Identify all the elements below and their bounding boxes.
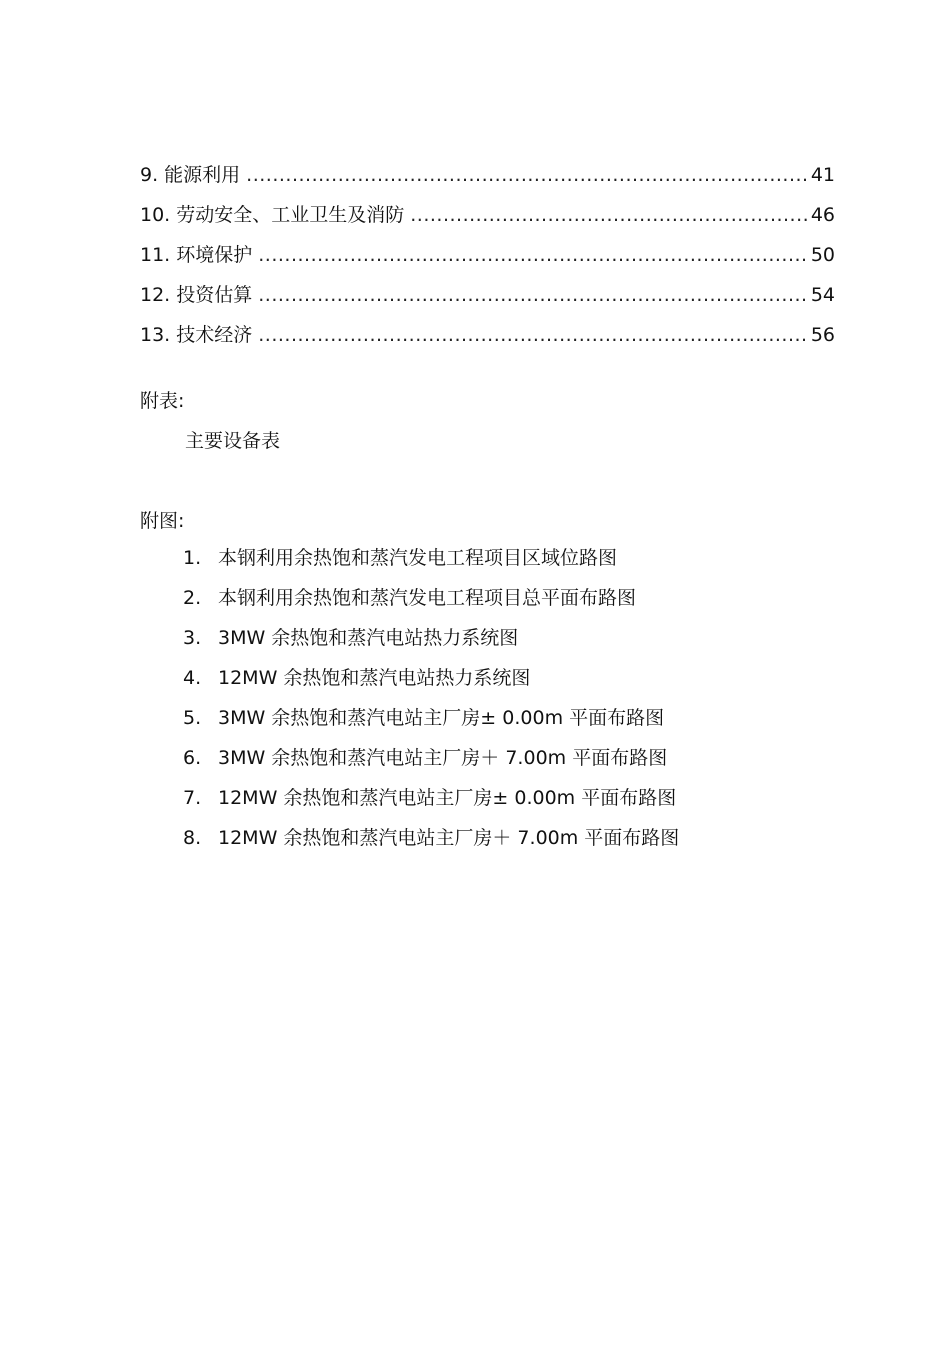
figure-title: 12MW 余热饱和蒸汽电站主厂房± 0.00m 平面布路图 (218, 787, 677, 809)
toc-leader-dots (246, 163, 809, 187)
appendix-tables-heading: 附表: (140, 390, 185, 412)
figure-title: 3MW 余热饱和蒸汽电站主厂房＋ 7.00m 平面布路图 (218, 747, 668, 769)
toc-entry[interactable] (140, 227, 835, 267)
toc-entry-page: 50 (810, 244, 835, 266)
figure-number: 5. (183, 707, 202, 729)
toc-entry[interactable] (140, 267, 835, 307)
appendix-figures-list (183, 546, 679, 866)
toc-leader-dots (410, 203, 809, 227)
figure-number: 3. (183, 627, 202, 649)
figure-item (183, 786, 679, 826)
figure-item (183, 586, 679, 626)
toc-entry-title: 13. 技术经济 (140, 324, 253, 346)
toc-leader-dots (258, 323, 809, 347)
toc-leader-dots (258, 283, 809, 307)
toc-entry-page: 46 (810, 204, 835, 226)
figure-title: 本钢利用余热饱和蒸汽发电工程项目总平面布路图 (218, 587, 637, 609)
figure-item (183, 706, 679, 746)
table-of-contents (140, 147, 835, 347)
toc-entry-title: 9. 能源利用 (140, 164, 241, 186)
figure-title: 3MW 余热饱和蒸汽电站热力系统图 (218, 627, 519, 649)
figure-item (183, 666, 679, 706)
appendix-table-item: 主要设备表 (185, 430, 281, 452)
toc-entry-page: 56 (810, 324, 835, 346)
toc-entry[interactable] (140, 187, 835, 227)
figure-item (183, 826, 679, 866)
toc-entry-title: 10. 劳动安全、工业卫生及消防 (140, 204, 405, 226)
toc-entry-page: 41 (810, 164, 835, 186)
toc-entry[interactable] (140, 147, 835, 187)
figure-number: 6. (183, 747, 202, 769)
figure-item (183, 746, 679, 786)
figure-item (183, 546, 679, 586)
toc-entry-page: 54 (810, 284, 835, 306)
toc-entry-title: 12. 投资估算 (140, 284, 253, 306)
figure-number: 7. (183, 787, 202, 809)
figure-number: 8. (183, 827, 202, 849)
appendix-figures-heading: 附图: (140, 510, 185, 532)
figure-number: 2. (183, 587, 202, 609)
figure-title: 12MW 余热饱和蒸汽电站主厂房＋ 7.00m 平面布路图 (218, 827, 680, 849)
figure-number: 1. (183, 547, 202, 569)
figure-number: 4. (183, 667, 202, 689)
figure-title: 3MW 余热饱和蒸汽电站主厂房± 0.00m 平面布路图 (218, 707, 665, 729)
toc-leader-dots (258, 243, 809, 267)
figure-title: 12MW 余热饱和蒸汽电站热力系统图 (218, 667, 531, 689)
figure-item (183, 626, 679, 666)
toc-entry[interactable] (140, 307, 835, 347)
figure-title: 本钢利用余热饱和蒸汽发电工程项目区域位路图 (218, 547, 618, 569)
toc-entry-title: 11. 环境保护 (140, 244, 253, 266)
